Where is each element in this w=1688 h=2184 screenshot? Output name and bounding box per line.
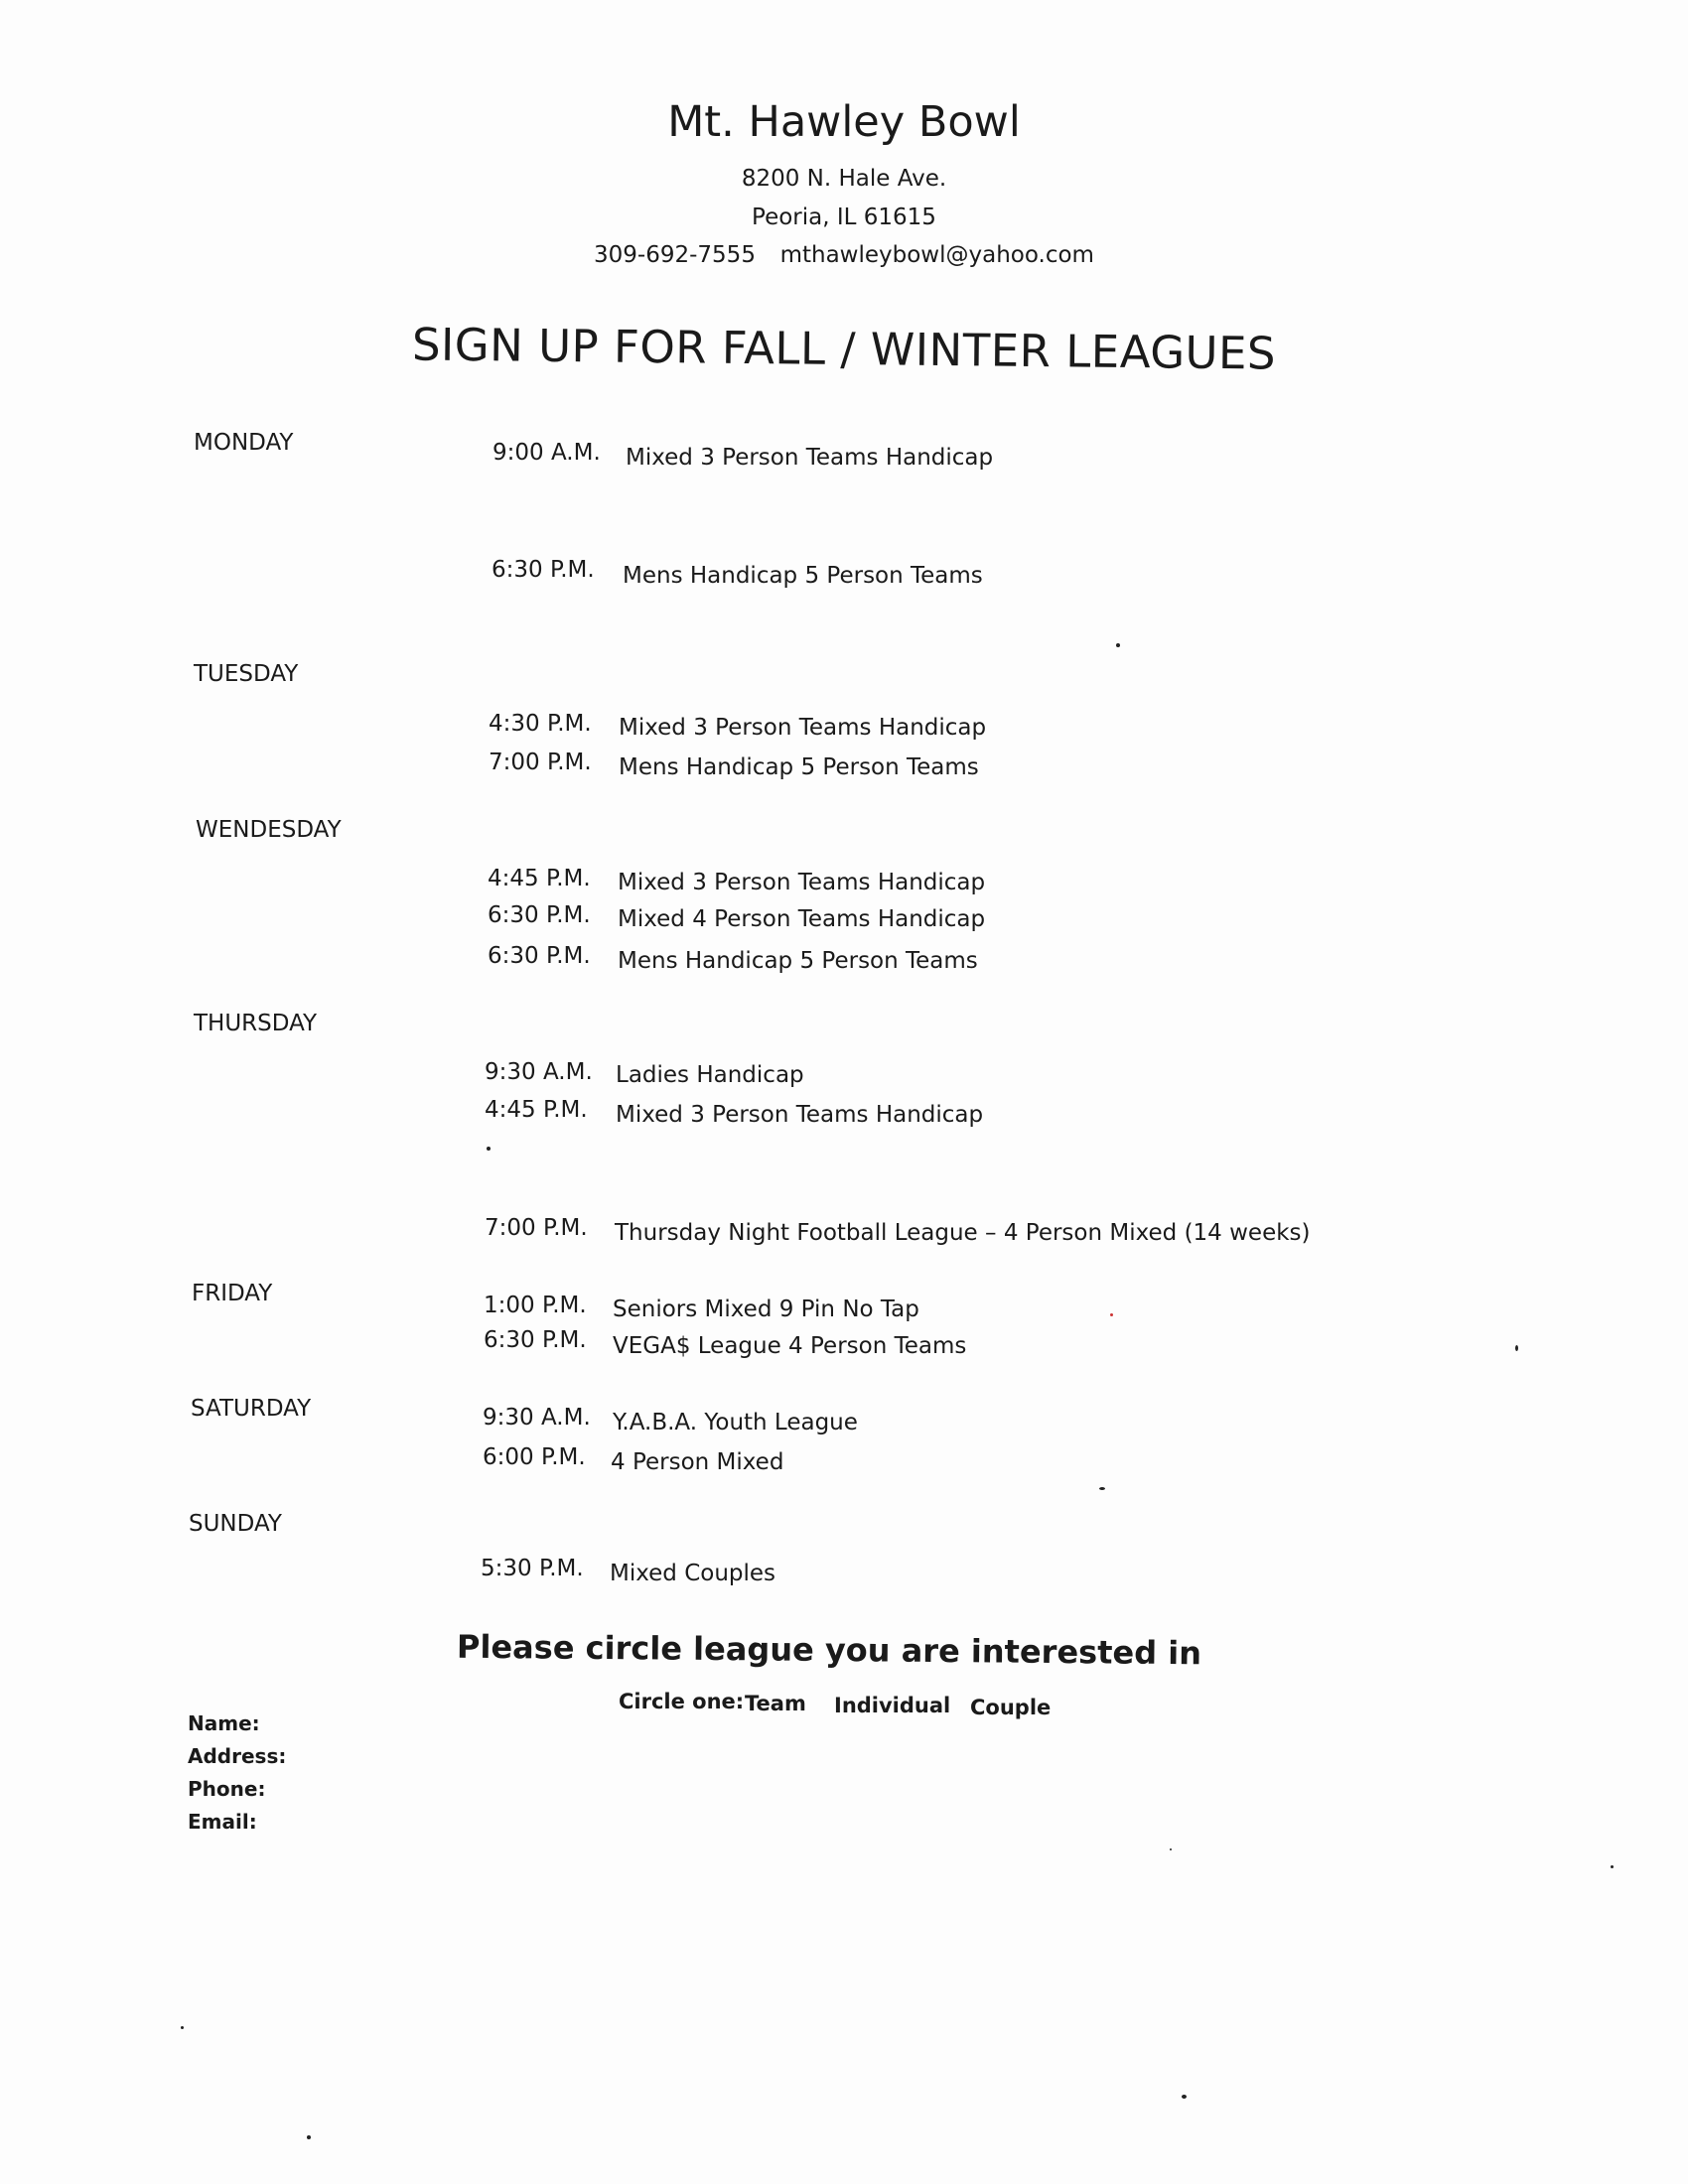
- league-name: Seniors Mixed 9 Pin No Tap: [613, 1297, 919, 1322]
- league-time: 5:30 P.M.: [481, 1556, 584, 1581]
- scan-speck: [307, 2135, 311, 2139]
- business-phone: 309-692-7555: [594, 242, 756, 268]
- business-contact: [0, 242, 1688, 268]
- league-name: Mixed 3 Person Teams Handicap: [618, 870, 986, 895]
- league-time: 4:45 P.M.: [488, 866, 591, 891]
- business-street: 8200 N. Hale Ave.: [741, 166, 947, 192]
- field-email-label: Email:: [188, 1810, 257, 1834]
- business-name: Mt. Hawley Bowl: [667, 97, 1021, 147]
- league-time: 6:30 P.M.: [488, 902, 591, 928]
- league-name: VEGA$ League 4 Person Teams: [613, 1333, 967, 1359]
- business-email: mthawleybowl@yahoo.com: [779, 242, 1094, 268]
- league-name: Thursday Night Football League – 4 Person Mixed (14 weeks): [615, 1220, 1311, 1246]
- scan-speck: [1515, 1345, 1518, 1351]
- league-time: 4:45 P.M.: [485, 1097, 588, 1123]
- league-time: 6:30 P.M.: [484, 1327, 587, 1353]
- league-name: Mixed 4 Person Teams Handicap: [618, 906, 986, 932]
- scan-speck: [1611, 1865, 1614, 1868]
- scan-speck: [487, 1147, 491, 1151]
- scan-speck: [1170, 1848, 1172, 1850]
- league-time: 6:00 P.M.: [483, 1444, 586, 1470]
- option-couple[interactable]: Couple: [970, 1696, 1052, 1719]
- page-heading: SIGN UP FOR FALL / WINTER LEAGUES: [411, 318, 1277, 380]
- league-time: 1:00 P.M.: [484, 1293, 587, 1318]
- scan-speck: [181, 2026, 184, 2029]
- league-time: 9:00 A.M.: [492, 440, 601, 466]
- day-label-tuesday: TUESDAY: [194, 661, 299, 687]
- field-name-label: Name:: [188, 1711, 260, 1735]
- league-time: 6:30 P.M.: [488, 943, 591, 969]
- league-time: 7:00 P.M.: [489, 750, 592, 775]
- league-time: 7:00 P.M.: [485, 1215, 588, 1241]
- league-name: Mixed 3 Person Teams Handicap: [619, 715, 987, 741]
- league-time: 6:30 P.M.: [492, 557, 595, 583]
- league-name: Mixed 3 Person Teams Handicap: [626, 445, 994, 471]
- league-name: Mens Handicap 5 Person Teams: [623, 563, 983, 589]
- league-name: Y.A.B.A. Youth League: [613, 1410, 858, 1435]
- league-time: 4:30 P.M.: [489, 711, 592, 737]
- day-label-wednesday: WENDESDAY: [196, 817, 342, 843]
- field-address-label: Address:: [188, 1744, 287, 1768]
- day-label-thursday: THURSDAY: [194, 1011, 318, 1036]
- league-name: Mixed Couples: [610, 1561, 776, 1586]
- league-name: Mens Handicap 5 Person Teams: [619, 754, 979, 780]
- league-name: Ladies Handicap: [616, 1062, 804, 1088]
- circle-prompt: Please circle league you are interested in: [456, 1627, 1202, 1673]
- day-label-friday: FRIDAY: [192, 1281, 273, 1306]
- scan-speck: [1182, 2095, 1187, 2099]
- league-name: Mens Handicap 5 Person Teams: [618, 948, 978, 974]
- day-label-sunday: SUNDAY: [189, 1511, 282, 1537]
- field-phone-label: Phone:: [188, 1777, 266, 1801]
- scan-speck: [1099, 1487, 1105, 1490]
- business-city: Peoria, IL 61615: [752, 205, 936, 230]
- day-label-monday: MONDAY: [194, 430, 294, 456]
- circle-one-label: Circle one:: [619, 1690, 745, 1713]
- league-name: 4 Person Mixed: [611, 1449, 784, 1475]
- scan-speck: [1116, 643, 1120, 647]
- option-team[interactable]: Team: [745, 1692, 806, 1715]
- option-individual[interactable]: Individual: [834, 1694, 951, 1717]
- league-time: 9:30 A.M.: [483, 1405, 591, 1431]
- league-time: 9:30 A.M.: [485, 1059, 593, 1085]
- scan-speck: [1110, 1313, 1113, 1316]
- day-label-saturday: SATURDAY: [191, 1396, 312, 1422]
- league-name: Mixed 3 Person Teams Handicap: [616, 1102, 984, 1128]
